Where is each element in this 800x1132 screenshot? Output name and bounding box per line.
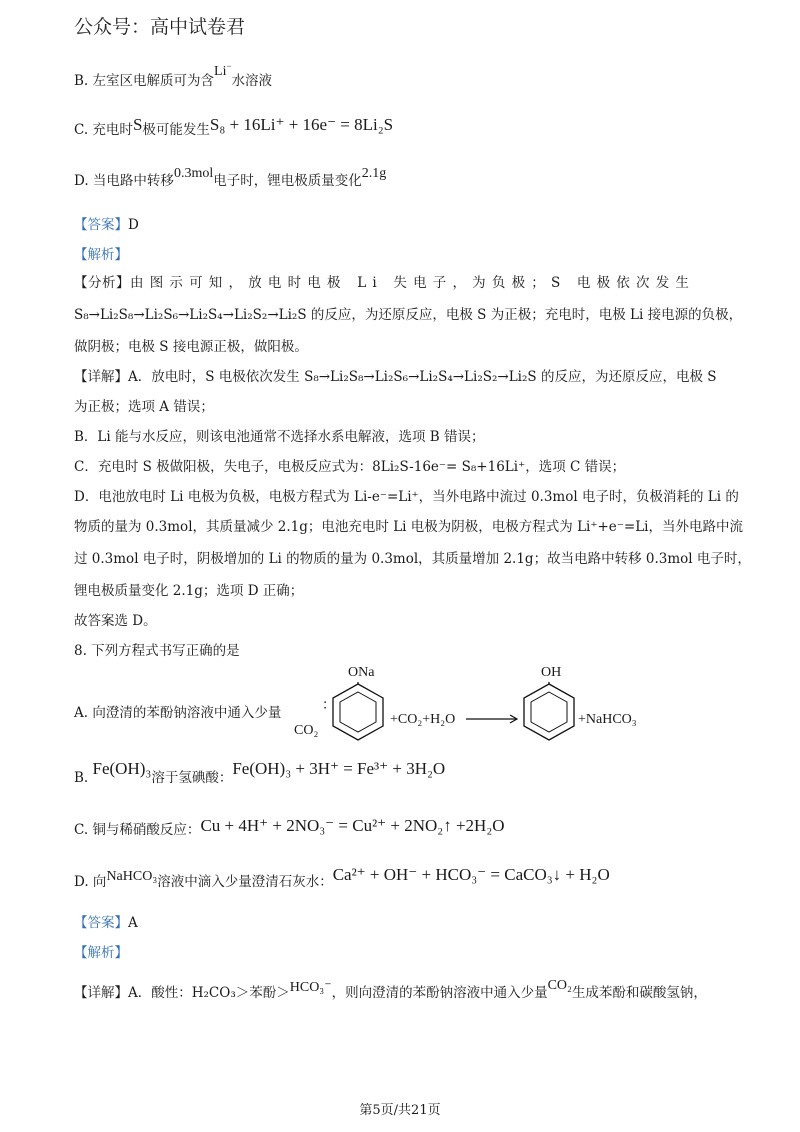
q7-detail-line-8: 锂电极质量变化 2.1g；选项 D 正确； bbox=[74, 583, 304, 599]
q7-detail-line-4: C．充电时 S 极做阳极，失电子，电极反应式为：8Li₂S-16e⁻= S₈+16Li⁺，选项 C 错误； bbox=[74, 459, 626, 475]
q8-option-a-co2: CO₂ bbox=[294, 723, 319, 738]
q7-detail-line-9: 故答案选 D。 bbox=[74, 613, 157, 629]
header-title: 公众号：高中试卷君 bbox=[74, 16, 246, 38]
q7-option-d: D. 当电路中转移0.3mol电子时，锂电极质量变化2.1g bbox=[74, 166, 387, 189]
q8-d-equation: Ca²⁺ + OH⁻ + HCO₃⁻ = CaCO₃↓ + H₂O bbox=[332, 865, 610, 884]
q8-option-c: C. 铜与稀硝酸反应：Cu + 4H⁺ + 2NO₃⁻ = Cu²⁺ + 2NO₂↑ +2H₂O bbox=[74, 816, 505, 838]
q8-answer: 【答案】A bbox=[74, 915, 138, 931]
q8-option-a-colon: ： bbox=[322, 697, 336, 713]
q7-detail-line-5: D．电池放电时 Li 电极为负极，电极方程式为 Li-e⁻=Li⁺，当外电路中流过 0.3mol 电子时，负极消耗的 Li 的 bbox=[74, 489, 739, 505]
oh-label: OH bbox=[541, 665, 562, 680]
q7-c-equation: S₈ + 16Li⁺ + 16e⁻ = 8Li₂S bbox=[209, 115, 394, 134]
q7-detail-line-1: 【详解】A．放电时，S 电极依次发生 S₈→Li₂S₈→Li₂S₆→Li₂S₄→Li₂S₂→Li₂S 的反应，为还原反应，电极 S bbox=[74, 369, 717, 385]
q8-option-d: D. 向NaHCO₃溶液中滴入少量澄清石灰水：Ca²⁺ + OH⁻ + HCO₃⁻ = CaCO₃↓ + H₂O bbox=[74, 865, 610, 890]
q7-option-c: C. 充电时S极可能发生S₈ + 16Li⁺ + 16e⁻ = 8Li₂S bbox=[74, 115, 394, 138]
q7-detail-line-6: 物质的量为 0.3mol，其质量减少 2.1g；电池充电时 Li 电极为阴极，电极方程式为 Li⁺+e⁻=Li，当外电路中流 bbox=[74, 519, 743, 535]
q8-c-equation: Cu + 4H⁺ + 2NO₃⁻ = Cu²⁺ + 2NO₂↑ +2H₂O bbox=[200, 816, 505, 835]
q8-detail-line-1: 【详解】A．酸性：H₂CO₃＞苯酚＞HCO₃⁻，则向澄清的苯酚钠溶液中通入少量CO₂生成苯酚和碳酸氢钠， bbox=[74, 978, 707, 1001]
q8-stem: 8. 下列方程式书写正确的是 bbox=[74, 643, 240, 659]
q7-detail-line-2: 为正极；选项 A 错误； bbox=[74, 399, 214, 415]
q8-option-a-products: +NaHCO₃ bbox=[578, 712, 637, 727]
q8-option-a-reactants: +CO₂+H₂O bbox=[390, 712, 456, 727]
q7-detail-line-7: 过 0.3mol 电子时，阴极增加的 Li 的物质的量为 0.3mol，其质量增加 2.1g；故当电路中转移 0.3mol 电子时， bbox=[74, 551, 751, 567]
reaction-arrow-icon bbox=[466, 713, 522, 725]
q7-analysis-line-2: S₈→Li₂S₈→Li₂S₆→Li₂S₄→Li₂S₂→Li₂S 的反应，为还原反应，电极 S 为正极；充电时，电极 Li 接电源的负极， bbox=[74, 307, 743, 323]
q8-option-a-text: A. 向澄清的苯酚钠溶液中通入少量 bbox=[74, 705, 282, 721]
q8-b-equation: Fe(OH)₃ + 3H⁺ = Fe³⁺ + 3H₂O bbox=[232, 759, 446, 778]
q7-option-b: B. 左室区电解质可为含Li−水溶液 bbox=[74, 61, 273, 89]
q8-analysis-label: 【解析】 bbox=[74, 945, 128, 961]
q7-analysis-line-3: 做阴极；电极 S 接电源正极，做阳极。 bbox=[74, 339, 308, 355]
q7-analysis-line-1: 【分析】由图示可知，放电时电极 Li 失电子，为负极；S 电极依次发生 bbox=[74, 275, 696, 291]
q7-analysis-label: 【解析】 bbox=[74, 247, 128, 263]
ona-label: ONa bbox=[348, 665, 375, 680]
phenol-structure bbox=[521, 682, 581, 746]
q8-option-b: B. Fe(OH)₃溶于氢碘酸：Fe(OH)₃ + 3H⁺ = Fe³⁺ + 3H₂O bbox=[74, 759, 446, 786]
sodium-phenoxide-structure bbox=[330, 682, 390, 746]
q7-answer: 【答案】D bbox=[74, 217, 139, 233]
q7-detail-line-3: B．Li 能与水反应，则该电池通常不选择水系电解液，选项 B 错误； bbox=[74, 429, 485, 445]
page-number: 第5页/共21页 bbox=[359, 1103, 441, 1118]
